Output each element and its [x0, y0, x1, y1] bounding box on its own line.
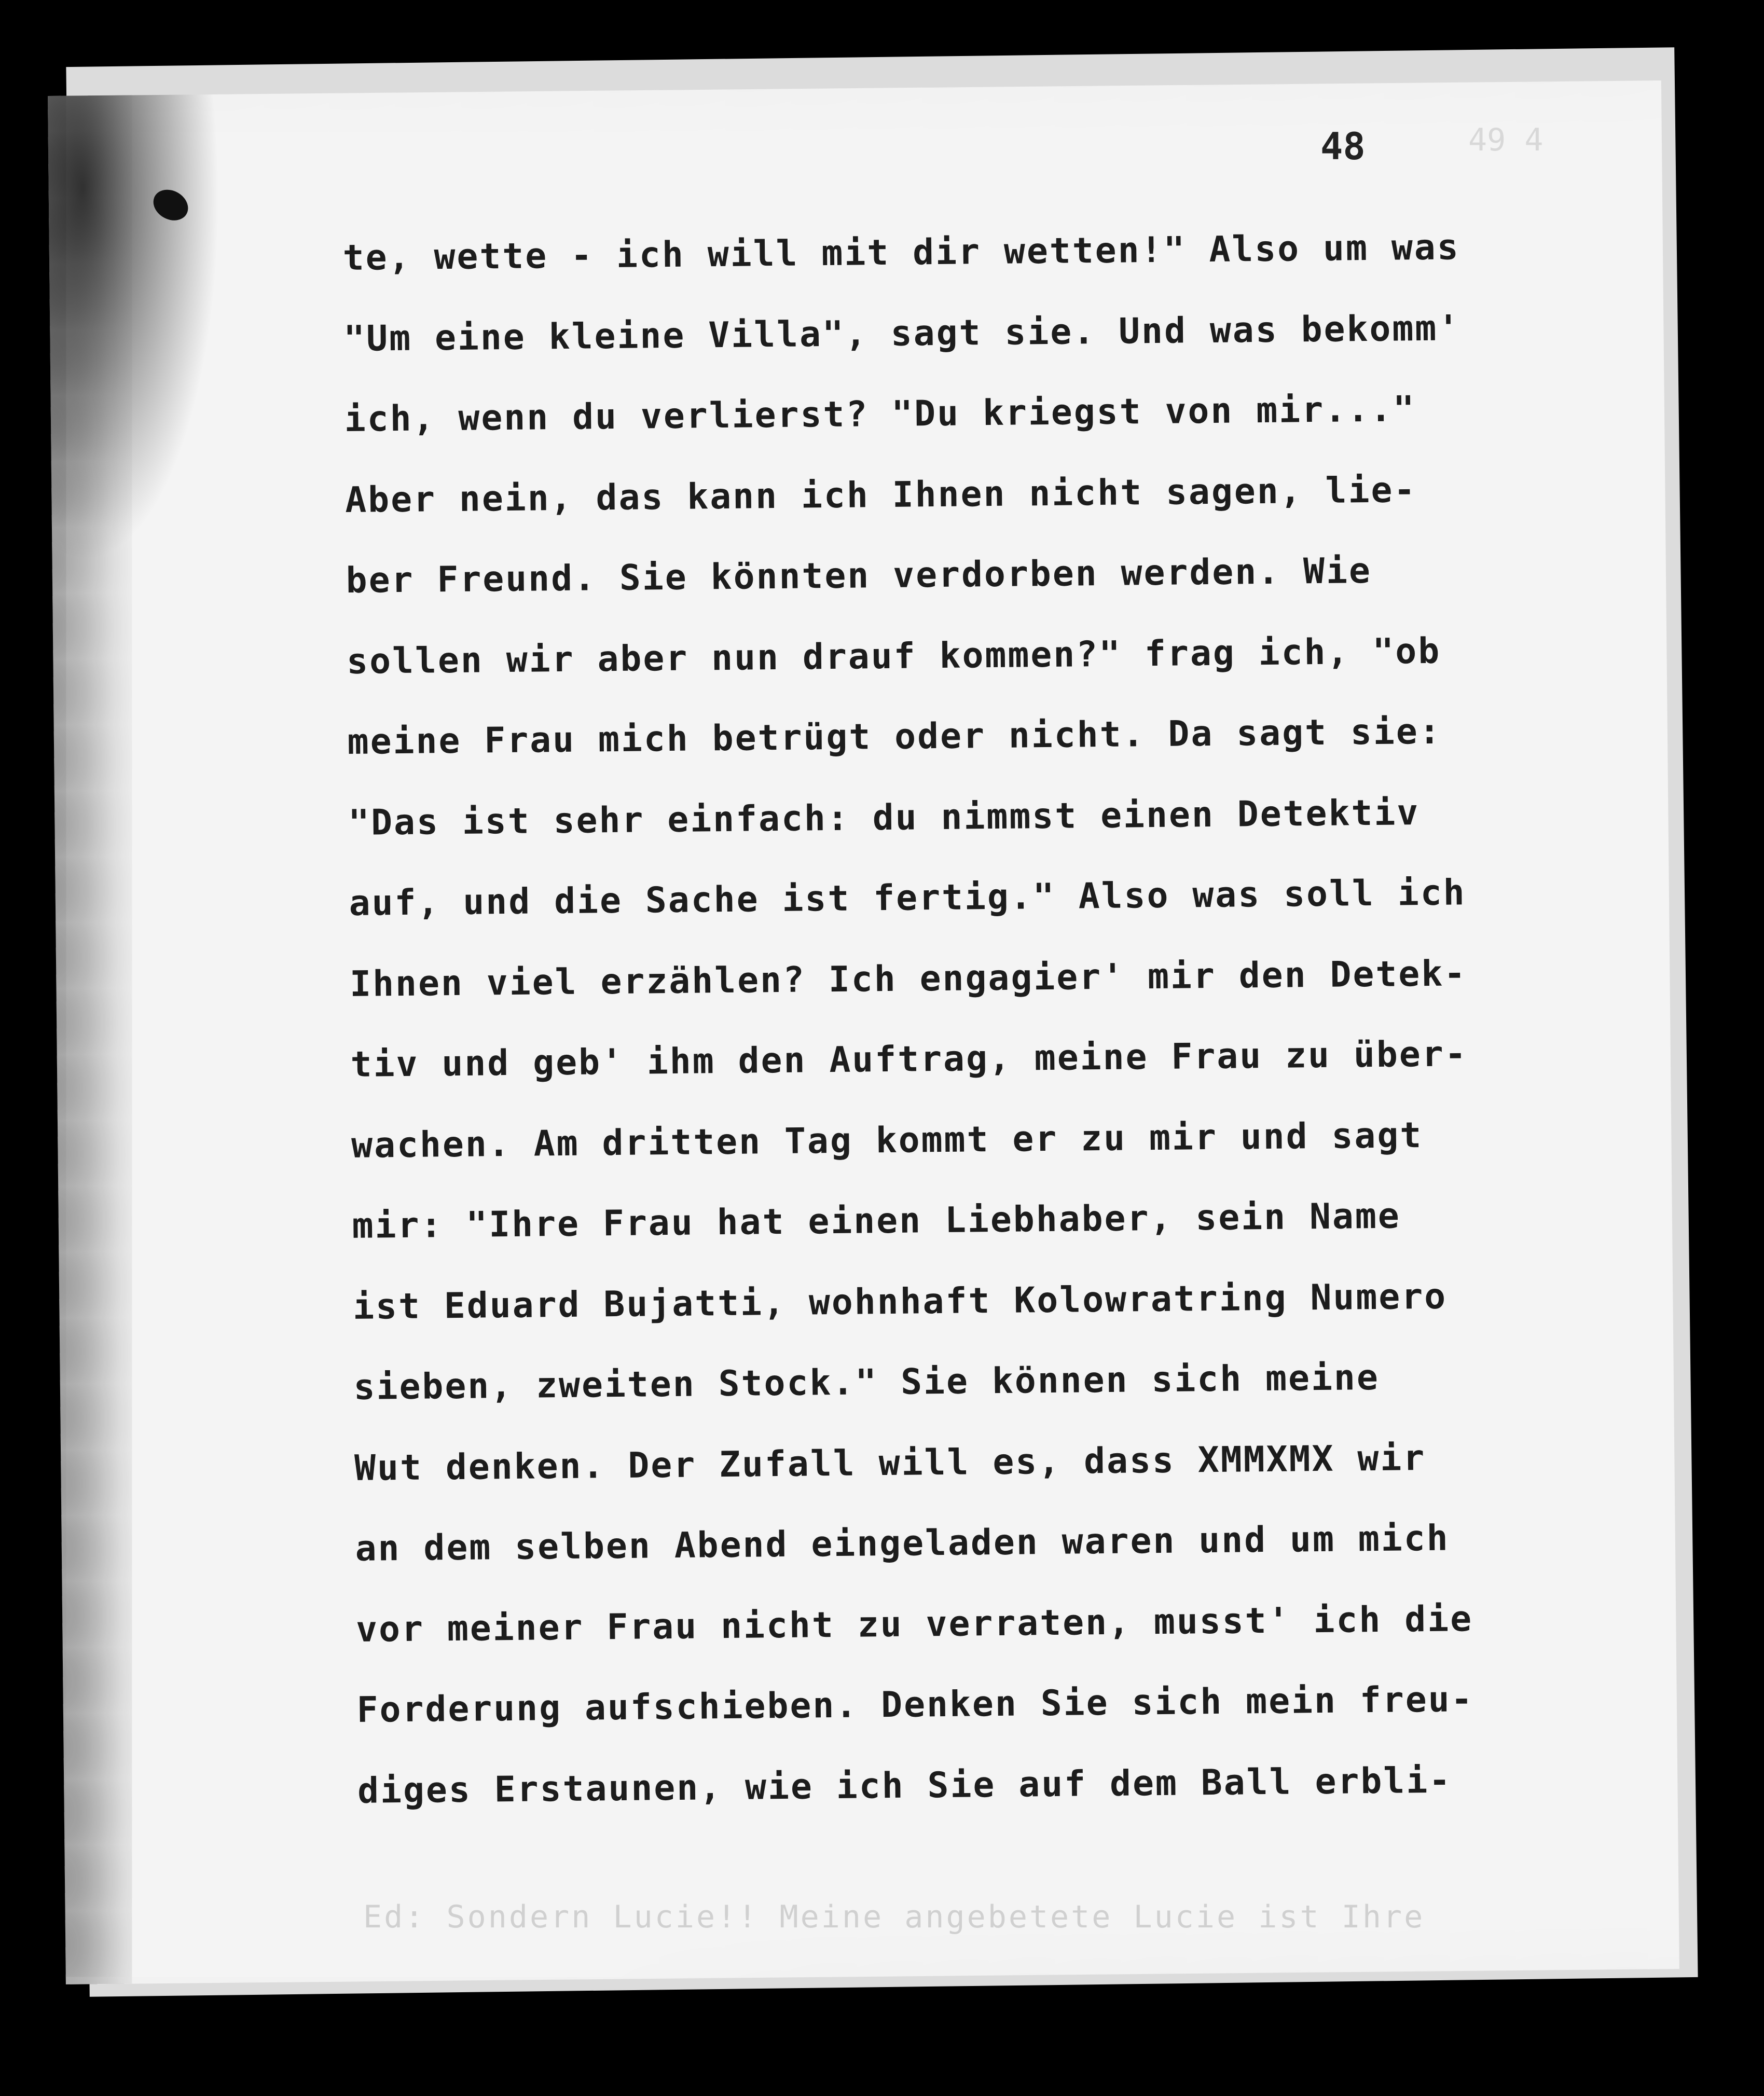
page-number: 48: [1320, 125, 1366, 168]
text-line: sollen wir aber nun drauf kommen?" frag ich, "ob: [346, 630, 1441, 682]
text-line: sieben, zweiten Stock." Sie können sich meine: [353, 1357, 1380, 1408]
text-line: "Das ist sehr einfach: du nimmst einen Detektiv: [348, 792, 1420, 844]
text-line: ber Freund. Sie könnten verdorben werden. Wie: [346, 550, 1372, 601]
text-line: tiv und geb' ihm den Auftrag, meine Frau zu über-: [350, 1033, 1468, 1085]
text-line: diges Erstaunen, wie ich Sie auf dem Ball erbli-: [357, 1760, 1452, 1812]
text-line: vor meiner Frau nicht zu verraten, musst' ich die: [355, 1598, 1473, 1650]
bleed-through-page-number: 49 4: [1468, 122, 1544, 158]
text-line: te, wette - ich will mit dir wetten!" Also um was: [342, 227, 1460, 279]
bleed-through-text: Ed: Sondern Lucie!! Meine angebetete Lucie ist Ihre: [363, 1899, 1425, 1935]
text-line: mir: "Ihre Frau hat einen Liebhaber, sein Name: [352, 1195, 1401, 1247]
text-line: an dem selben Abend eingeladen waren und um mich: [355, 1518, 1450, 1569]
body-text: [342, 206, 1603, 1831]
text-line: meine Frau mich betrügt oder nicht. Da sagt sie:: [347, 711, 1442, 763]
text-line: auf, und die Sache ist fertig." Also was soll ich: [349, 872, 1467, 924]
text-line: ich, wenn du verlierst? "Du kriegst von mir...": [344, 389, 1416, 440]
scan-shadow: [48, 94, 224, 563]
text-line: Ihnen viel erzählen? Ich engagier' mir den Detek-: [349, 953, 1467, 1005]
text-line: "Um eine kleine Villa", sagt sie. Und was bekomm': [343, 307, 1461, 360]
text-line: Aber nein, das kann ich Ihnen nicht sagen, lie-: [344, 469, 1417, 521]
text-line: wachen. Am dritten Tag kommt er zu mir und sagt: [351, 1114, 1423, 1166]
text-line: ist Eduard Bujatti, wohnhaft Kolowratring Numero: [352, 1276, 1448, 1328]
text-line: Forderung aufschieben. Denken Sie sich mein freu-: [356, 1679, 1474, 1731]
text-line: Wut denken. Der Zufall will es, dass XMMXMX wir: [354, 1437, 1426, 1489]
